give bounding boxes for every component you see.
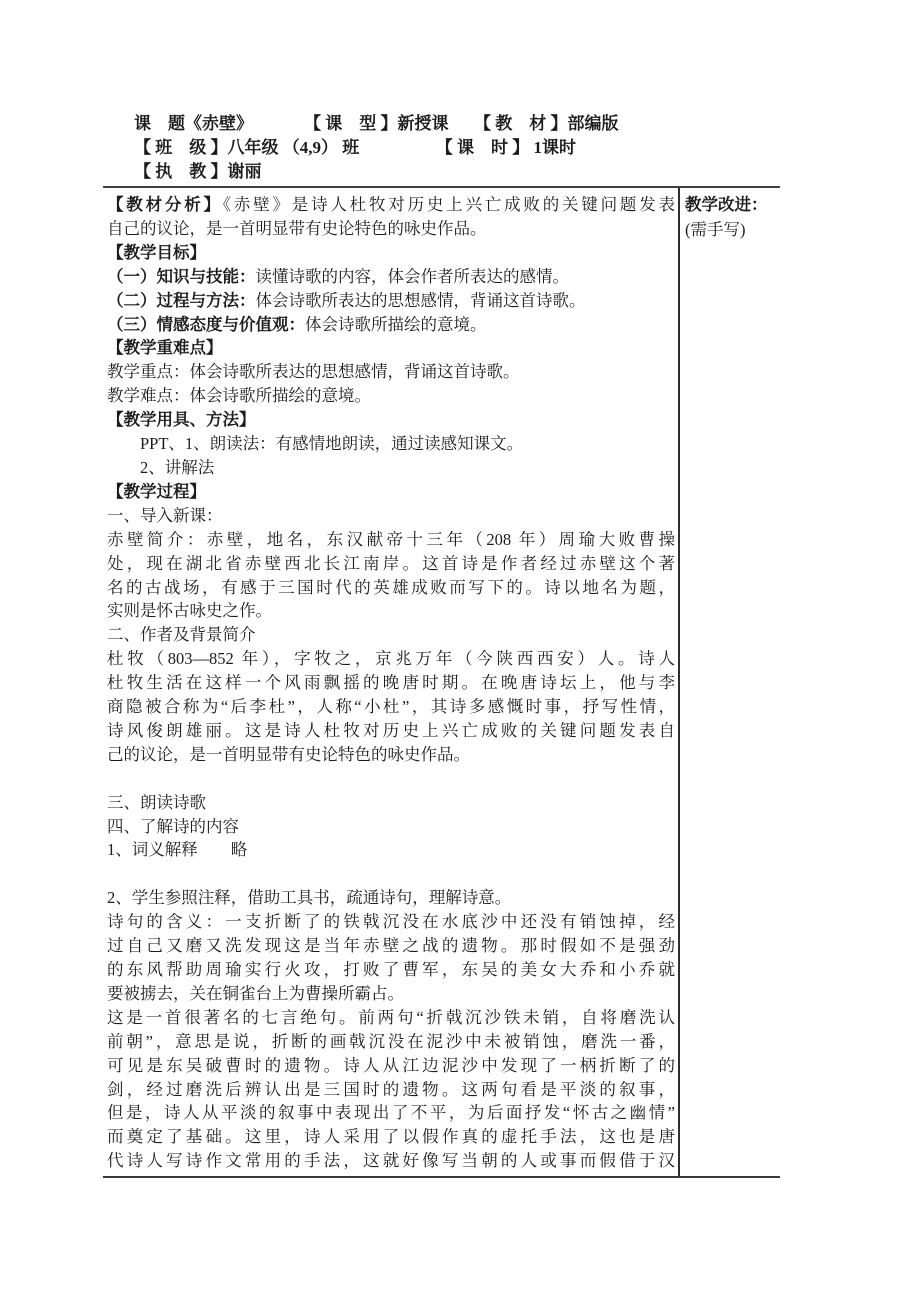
text-line — [107, 456, 675, 480]
text-line — [107, 1101, 675, 1125]
text-run: 诗风俊朗雄丽。这是诗人杜牧对历史上兴亡成败的关键问题发表自 — [107, 720, 675, 740]
text-line — [107, 958, 675, 982]
text-run: 过自己又磨又洗发现这是当年赤壁之战的遗物。那时假如不是强劲 — [107, 936, 675, 956]
bold-run: 【教学过程】 — [107, 481, 206, 501]
text-run: 1、词义解释 略 — [107, 840, 248, 860]
main-cell — [103, 188, 678, 1176]
text-line — [107, 432, 675, 456]
text-line — [107, 934, 675, 958]
text-run: 2、讲解法 — [107, 457, 215, 477]
text-line — [107, 1125, 675, 1149]
text-line — [107, 815, 675, 839]
bold-run: （三）情感态度与价值观： — [107, 314, 305, 334]
text-line — [107, 313, 675, 337]
bold-run: （二）过程与方法： — [107, 290, 256, 310]
text-run: 体会诗歌所表达的思想感情，背诵这首诗歌。 — [255, 290, 586, 310]
text-run: 剑，经过磨洗后辨认出是三国时的遗物。这两句看是平淡的叙事， — [107, 1079, 675, 1099]
text-line — [107, 217, 675, 241]
text-line — [107, 599, 675, 623]
text-run: 2、学生参照注释，借助工具书，疏通诗句，理解诗意。 — [107, 888, 512, 908]
text-line — [107, 743, 675, 767]
text-line — [107, 528, 675, 552]
text-run: 前朝”，意思是说，折断的画戟沉没在泥沙中未被销蚀，磨洗一番， — [107, 1031, 675, 1051]
text-run: 自己的议论，是一首明显带有史论特色的咏史作品。 — [107, 218, 487, 238]
text-run: 名的古战场，有感于三国时代的英雄成败而写下的。诗以地名为题， — [107, 577, 675, 597]
text-run: 己的议论，是一首明显带有史论特色的咏史作品。 — [107, 744, 470, 764]
text-line — [107, 576, 675, 600]
text-run: 可见是东吴破曹时的遗物。诗人从江边泥沙中发现了一柄折断了的 — [107, 1055, 675, 1075]
text-run: 杜牧生活在这样一个风雨飘摇的晚唐时期。在晚唐诗坛上，他与李 — [107, 673, 675, 693]
text-run: 代诗人写诗作文常用的手法，这就好像写当朝的人或事而假借于汉 — [107, 1151, 675, 1171]
text-run: 教学重点：体会诗歌所表达的思想感情，背诵这首诗歌。 — [107, 362, 520, 382]
improvement-cell — [678, 188, 780, 1176]
text-line — [107, 671, 675, 695]
text-run: 商隐被合称为“后李杜”，人称“小杜”，其诗多感慨时事，抒写性情， — [107, 697, 675, 717]
bold-run: （一）知识与技能： — [107, 266, 256, 286]
improvement-title: 教学改进： — [685, 195, 768, 214]
text-line — [107, 1054, 675, 1078]
text-line — [107, 695, 675, 719]
improvement-note: (需手写) — [685, 220, 746, 239]
text-run: PPT、1、朗读法：有感情地朗读，通过读感知课文。 — [107, 434, 524, 454]
text-run: 实则是怀古咏史之作。 — [107, 601, 272, 621]
header-line-teacher: 【 执 教 】谢丽 — [134, 162, 262, 181]
text-run: 的东风帮助周瑜实行火攻，打败了曹军，东吴的美女大乔和小乔就 — [107, 960, 675, 979]
text-run: 诗句的含义：一支折断了的铁戟沉没在水底沙中还没有销蚀掉，经 — [107, 912, 675, 932]
text-run: 体会诗歌所描绘的意境。 — [305, 314, 487, 334]
text-line — [107, 1006, 675, 1030]
text-line — [107, 623, 675, 647]
text-line — [107, 1149, 675, 1173]
text-line — [107, 265, 675, 289]
text-line — [107, 384, 675, 408]
text-run: 教学难点：体会诗歌所描绘的意境。 — [107, 386, 371, 406]
text-line — [107, 886, 675, 910]
text-line — [107, 480, 675, 504]
header-line-title: 课 题《赤壁》 【 课 型 】新授课 【 教 材 】部编版 — [134, 114, 619, 133]
text-run: 赤壁简介：赤壁，地名，东汉献帝十三年（208 年）周瑜大败曹操 — [107, 529, 675, 549]
lesson-plan-table — [103, 110, 780, 1178]
text-line — [107, 791, 675, 815]
bold-run: 【教学用具、方法】 — [107, 410, 256, 430]
text-line — [107, 1078, 675, 1102]
text-line — [107, 408, 675, 432]
text-line — [107, 719, 675, 743]
text-run: 四、了解诗的内容 — [107, 816, 239, 836]
text-line — [107, 193, 675, 217]
blank-line — [107, 767, 675, 791]
bold-run: 【教学目标】 — [107, 242, 206, 262]
text-run: 三、朗读诗歌 — [107, 792, 206, 812]
text-run: 处，现在湖北省赤壁西北长江南岸。这首诗是作者经过赤壁这个著 — [107, 553, 675, 573]
text-line — [107, 360, 675, 384]
bold-run: 【教学重难点】 — [107, 338, 223, 358]
text-run: 这是一首很著名的七言绝句。前两句“折戟沉沙铁未销，自将磨洗认 — [107, 1007, 675, 1027]
text-run: 一、导入新课： — [107, 505, 223, 525]
text-line — [107, 1030, 675, 1054]
bold-run: 【教材分析】 — [107, 195, 223, 214]
table-header — [103, 110, 780, 186]
text-line — [107, 336, 675, 360]
text-run: 二、作者及背景简介 — [107, 625, 256, 645]
text-line — [107, 982, 675, 1006]
text-line — [107, 552, 675, 576]
text-run: 读懂诗歌的内容，体会作者所表达的感情。 — [255, 266, 569, 286]
text-line — [107, 504, 675, 528]
text-run: 《赤壁》是诗人杜牧对历史上兴亡成败的关键问题发表 — [222, 195, 676, 214]
table-body-row — [103, 186, 780, 1178]
text-line — [107, 910, 675, 934]
header-line-class: 【 班 级 】八年级 （4,9） 班 【 课 时 】 1课时 — [134, 138, 576, 157]
text-line — [107, 838, 675, 862]
blank-line — [107, 862, 675, 886]
text-run: 要被掳去，关在铜雀台上为曹操所霸占。 — [107, 983, 404, 1003]
text-line — [107, 241, 675, 265]
text-line — [107, 647, 675, 671]
text-run: 杜牧（803—852 年），字牧之，京兆万年（今陕西西安）人。诗人 — [107, 649, 675, 669]
text-run: 但是，诗人从平淡的叙事中表现出了不平，为后面抒发“怀古之幽情” — [107, 1103, 675, 1123]
text-run: 而奠定了基础。这里，诗人采用了以假作真的虚托手法，这也是唐 — [107, 1127, 675, 1147]
text-line — [107, 289, 675, 313]
